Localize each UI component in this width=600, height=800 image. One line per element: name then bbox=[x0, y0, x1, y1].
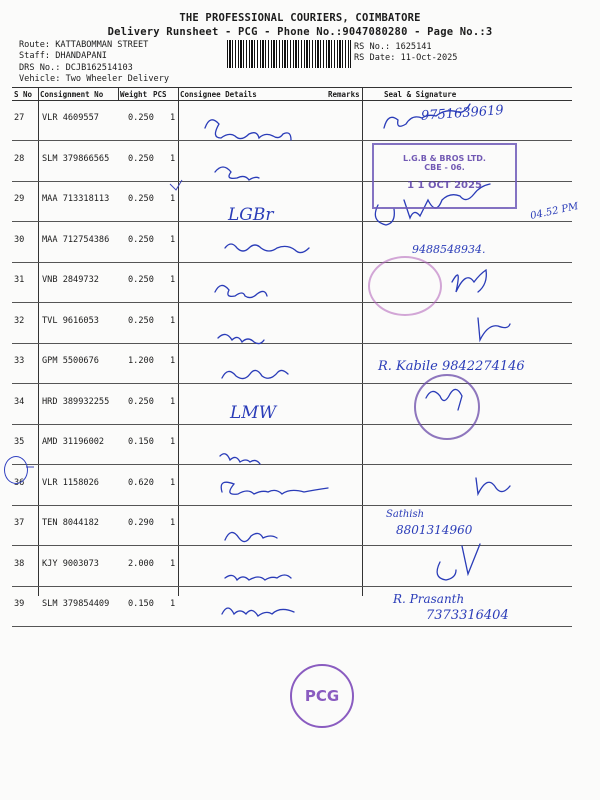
row-pcs: 1 bbox=[170, 518, 176, 528]
consignee-signature-27 bbox=[205, 120, 291, 140]
consignee-signature-36 bbox=[221, 482, 328, 494]
consignee-signature-37 bbox=[225, 532, 277, 541]
row-consignment: SLM 379854409 bbox=[42, 599, 110, 609]
row-sno: 36 bbox=[14, 477, 25, 488]
rs-date: RS Date: 11-Oct-2025 bbox=[354, 52, 458, 63]
row-weight: 0.620 bbox=[128, 477, 154, 488]
phone-number-27: 9751639619 bbox=[420, 103, 505, 124]
consignee-name-29: LGBr bbox=[228, 205, 274, 225]
row-consignment: MAA 712754386 bbox=[42, 234, 110, 245]
row-pcs: 1 bbox=[170, 194, 176, 204]
row-sno: 28 bbox=[14, 153, 25, 164]
row-consignment: HRD 389932255 bbox=[42, 396, 110, 407]
lgb-stamp-city: CBE - 06. bbox=[424, 163, 465, 172]
consignee-signature-28 bbox=[215, 167, 259, 180]
row-consignment: TEN 8044182 bbox=[42, 518, 99, 528]
row-consignment: SLM 379866565 bbox=[42, 153, 110, 164]
row-pcs: 1 bbox=[170, 558, 176, 569]
route-text: Route: KATTABOMMAN STREET bbox=[19, 40, 149, 50]
col-pcs: PCS bbox=[153, 90, 167, 99]
receiver-name-39: R. Prasanth bbox=[393, 592, 465, 606]
consignee-signature-38 bbox=[225, 575, 291, 580]
pcg-seal-text: PCG bbox=[304, 687, 340, 705]
row-pcs: 1 bbox=[170, 599, 176, 609]
vehicle-text: Vehicle: Two Wheeler Delivery bbox=[19, 73, 170, 84]
row-consignment: KJY 9003073 bbox=[42, 558, 99, 569]
row-pcs: 1 bbox=[170, 437, 176, 447]
seal-signature-31 bbox=[452, 270, 486, 292]
consignee-signature-35 bbox=[220, 454, 260, 464]
row-sno: 30 bbox=[14, 234, 25, 245]
row-consignment: VLR 1158026 bbox=[42, 477, 99, 488]
row-weight: 0.250 bbox=[128, 113, 154, 123]
consignee-signature-33 bbox=[222, 370, 288, 378]
row-weight: 0.250 bbox=[128, 315, 154, 326]
lgb-stamp-name: L.G.B & BROS LTD. bbox=[403, 154, 486, 163]
row-sno: 32 bbox=[14, 315, 25, 326]
row-weight: 0.150 bbox=[128, 599, 154, 609]
delivery-time: 04.52 PM bbox=[529, 201, 580, 222]
row-pcs: 1 bbox=[170, 234, 176, 245]
round-company-seal-34 bbox=[414, 374, 480, 440]
round-company-seal-31 bbox=[368, 256, 442, 316]
row-consignment: AMD 31196002 bbox=[42, 437, 105, 447]
lgb-company-stamp bbox=[372, 143, 517, 209]
staff-text: Staff: DHANDAPANI bbox=[19, 50, 107, 61]
col-consignee: Consignee Details bbox=[180, 90, 257, 99]
col-remarks: Remarks bbox=[328, 90, 360, 99]
row-pcs: 1 bbox=[170, 315, 176, 326]
consignee-name-34: LMW bbox=[230, 403, 277, 423]
row-weight: 0.250 bbox=[128, 153, 154, 164]
row-sno: 37 bbox=[14, 518, 25, 528]
lgb-stamp-date: 1 1 OCT 2025 bbox=[407, 180, 482, 191]
phone-number-39: 7373316404 bbox=[426, 608, 509, 623]
row-sno: 27 bbox=[14, 113, 25, 123]
seal-signature-38 bbox=[437, 544, 480, 580]
runsheet-subtitle: Delivery Runsheet - PCG - Phone No.:9047080280 - Page No.:3 bbox=[107, 26, 493, 38]
row-pcs: 1 bbox=[170, 396, 176, 407]
row-weight: 0.150 bbox=[128, 437, 154, 447]
tick-mark-29 bbox=[170, 180, 182, 190]
pcg-seal bbox=[290, 664, 354, 728]
col-seal: Seal & Signature bbox=[384, 90, 457, 99]
consignee-signature-32 bbox=[218, 334, 264, 343]
consignee-signature-31 bbox=[215, 285, 267, 297]
receiver-name-37: Sathish bbox=[386, 509, 425, 520]
row-sno: 39 bbox=[14, 599, 25, 609]
row-pcs: 1 bbox=[170, 477, 176, 488]
row-pcs: 1 bbox=[170, 275, 176, 285]
row-pcs: 1 bbox=[170, 153, 176, 164]
row-consignment: VNB 2849732 bbox=[42, 275, 99, 285]
row-consignment: GPM 5500676 bbox=[42, 356, 99, 366]
row-pcs: 1 bbox=[170, 356, 176, 366]
col-sno: S No bbox=[14, 90, 33, 99]
phone-number-37: 8801314960 bbox=[396, 523, 473, 537]
col-consignment: Consignment No bbox=[40, 90, 104, 99]
rs-number: RS No.: 1625141 bbox=[354, 42, 432, 52]
row-consignment: MAA 713318113 bbox=[42, 194, 110, 204]
row-weight: 0.250 bbox=[128, 396, 154, 407]
row-sno: 38 bbox=[14, 558, 25, 569]
row-sno: 34 bbox=[14, 396, 25, 407]
phone-number-30: 9488548934. bbox=[412, 243, 486, 256]
row-weight: 2.000 bbox=[128, 558, 154, 569]
consignee-signature-39 bbox=[222, 608, 294, 616]
row-sno: 33 bbox=[14, 356, 25, 366]
seal-signature-32 bbox=[478, 318, 510, 340]
row-sno: 29 bbox=[14, 194, 25, 204]
row-consignment: TVL 9616053 bbox=[42, 315, 99, 326]
consignee-signature-30 bbox=[225, 244, 309, 253]
row-pcs: 1 bbox=[170, 113, 176, 123]
row-weight: 1.200 bbox=[128, 356, 154, 366]
drs-text: DRS No.: DCJB162514103 bbox=[19, 63, 133, 73]
row-consignment: VLR 4609557 bbox=[42, 113, 99, 123]
row-sno: 31 bbox=[14, 275, 25, 285]
row-weight: 0.250 bbox=[128, 275, 154, 285]
seal-signature-36 bbox=[476, 478, 510, 494]
row-weight: 0.250 bbox=[128, 234, 154, 245]
row-sno: 35 bbox=[14, 437, 25, 447]
row-weight: 0.290 bbox=[128, 518, 154, 528]
row-weight: 0.250 bbox=[128, 194, 154, 204]
receiver-name-33: R. Kabile 9842274146 bbox=[378, 359, 525, 374]
col-weight: Weight bbox=[120, 90, 148, 99]
company-name: THE PROFESSIONAL COURIERS, COIMBATORE bbox=[179, 12, 421, 24]
